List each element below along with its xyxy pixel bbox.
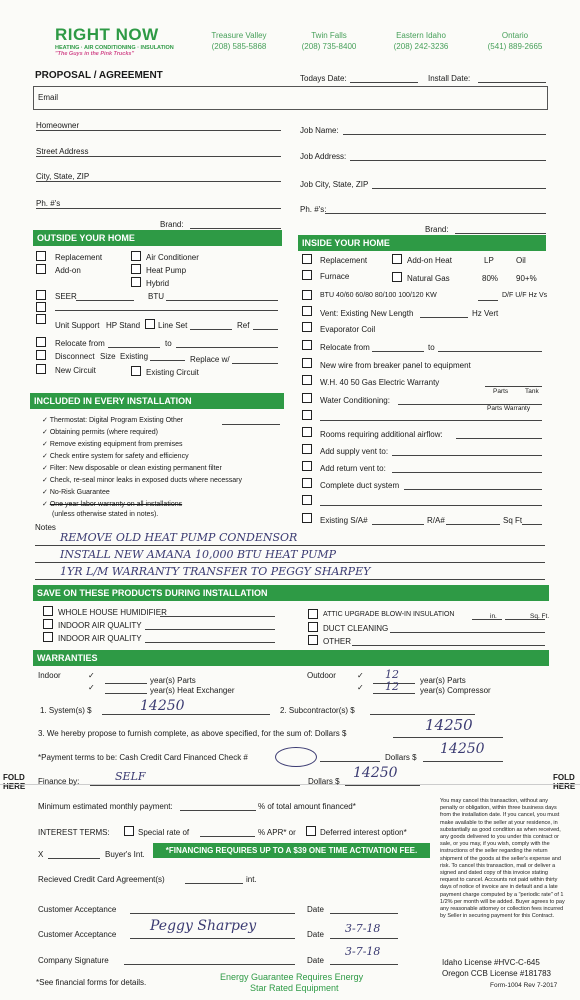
replace-w-label: Replace w/ — [190, 355, 230, 364]
hp-stand-checkbox[interactable] — [145, 319, 155, 329]
attic-checkbox[interactable] — [308, 609, 318, 619]
size-label: Size — [100, 352, 116, 361]
existing-sa-field[interactable] — [372, 524, 424, 525]
return-vent-label: Add return vent to: — [320, 464, 386, 473]
special-rate-label: Special rate of — [138, 828, 190, 837]
disconnect-label: Disconnect — [55, 352, 95, 361]
existing-sa-label: Existing S/A# — [320, 516, 368, 525]
finance-dollars-field[interactable] — [345, 785, 420, 786]
min-payment-field[interactable] — [180, 810, 256, 811]
other-field[interactable] — [352, 645, 545, 646]
natural-gas-checkbox[interactable] — [392, 272, 402, 282]
save-header: SAVE ON THESE PRODUCTS DURING INSTALLATION — [33, 585, 549, 601]
relocate-checkbox[interactable] — [36, 337, 46, 347]
install-date-label: Install Date: — [428, 74, 471, 83]
duct-system-label: Complete duct system — [320, 481, 400, 490]
oil-label: Oil — [516, 256, 526, 265]
included-item-6: ✓ Check, re-seal minor leaks in exposed ducts where necessary — [42, 477, 243, 484]
wh-parts-label: Parts — [493, 388, 509, 395]
outside-header: OUTSIDE YOUR HOME — [33, 230, 282, 246]
received-cc-field[interactable] — [185, 883, 243, 884]
customer-signature: Peggy Sharpey — [150, 918, 257, 934]
outdoor-comp-field[interactable] — [373, 693, 415, 694]
indoor-parts-field[interactable] — [105, 683, 147, 684]
propose-label: 3. We hereby propose to furnish complete, as above specified, for the sum of: Dollars $ — [38, 729, 347, 738]
inside-relocate-to: to — [428, 343, 435, 352]
buyers-int-label: Buyer's Int. — [105, 850, 145, 859]
addon-heat-checkbox[interactable] — [392, 254, 402, 264]
office-twin-falls: Twin Falls (208) 735-8400 — [301, 31, 357, 51]
pct80-label: 80% — [482, 274, 499, 283]
email-label: Email — [38, 93, 59, 102]
included-item-1: ✓ Thermostat: Digital Program Existing Other — [42, 417, 184, 424]
return-vent-field[interactable] — [392, 472, 542, 473]
todays-date-field[interactable] — [350, 82, 418, 83]
idaho-license: Idaho License #HVC-C-645 — [442, 958, 540, 967]
replace-w-field[interactable] — [232, 363, 278, 364]
wh-checkbox[interactable] — [302, 375, 312, 385]
phone-field[interactable] — [36, 208, 281, 209]
date-field-2[interactable] — [330, 938, 398, 939]
water-cond-label: Water Conditioning: — [320, 396, 390, 405]
included-item-9: (unless otherwise stated in notes). — [52, 511, 159, 518]
attic-in-label: in. — [490, 613, 497, 620]
office-ontario: Ontario (541) 889-2665 — [487, 31, 543, 51]
sqft-label: Sq Ft — [503, 516, 523, 525]
furnace-checkbox[interactable] — [302, 270, 312, 280]
iaq-label-1: INDOOR AIR QUALITY — [58, 621, 142, 630]
notes-line-2[interactable] — [35, 562, 545, 563]
outside-relocate-to: to — [165, 339, 172, 348]
check-number-field[interactable] — [320, 761, 380, 762]
payment-dollars-label: Dollars $ — [385, 753, 417, 762]
outside-addon-checkbox[interactable] — [36, 264, 46, 274]
inside-replacement-label: Replacement — [320, 256, 368, 265]
existing-field[interactable] — [150, 360, 185, 361]
homeowner-field[interactable] — [36, 130, 281, 131]
iaq-checkbox-2[interactable] — [43, 632, 53, 642]
new-wire-label: New wire from breaker panel to equipment — [320, 361, 471, 370]
notes-line-1[interactable] — [35, 545, 545, 546]
notes-line-3[interactable] — [35, 579, 545, 580]
notes-handwritten-2: INSTALL NEW AMANA 10,000 BTU HEAT PUMP — [60, 548, 337, 561]
other-checkbox[interactable] — [308, 635, 318, 645]
new-circuit-checkbox[interactable] — [36, 364, 46, 374]
ra-label: R/A# — [427, 516, 445, 525]
customer-acceptance-field-1[interactable] — [130, 913, 295, 914]
subcontractor-label: 2. Subcontractor(s) $ — [280, 706, 355, 715]
evap-coil-label: Evaporator Coil — [320, 325, 376, 334]
lp-label: LP — [484, 256, 494, 265]
check-amount: 14250 — [440, 741, 485, 757]
unit-support-label: Unit Support — [55, 321, 100, 330]
pct90-label: 90+% — [516, 274, 537, 283]
supply-vent-checkbox[interactable] — [302, 444, 312, 454]
brand-field[interactable] — [190, 228, 281, 229]
outdoor-label: Outdoor — [307, 671, 336, 680]
apr-label: % APR* or — [258, 828, 296, 837]
brand2-field[interactable] — [455, 233, 546, 234]
systems-label: 1. System(s) $ — [40, 706, 92, 715]
parts-warranty-label: Parts Warranty — [487, 405, 531, 412]
thermostat-other-field[interactable] — [222, 424, 280, 425]
existing-circuit-checkbox[interactable] — [131, 366, 141, 376]
logo-services: HEATING · AIR CONDITIONING · INSULATION — [55, 45, 174, 51]
water-cond-checkbox[interactable] — [302, 393, 312, 403]
outdoor-comp-label: year(s) Compressor — [420, 686, 491, 695]
inside-replacement-checkbox[interactable] — [302, 254, 312, 264]
hz-vert-label: Hz Vert — [472, 309, 499, 318]
warranties-header: WARRANTIES — [33, 650, 549, 666]
included-header: INCLUDED IN EVERY INSTALLATION — [30, 393, 284, 409]
job-address-label: Job Address: — [300, 152, 347, 161]
job-phone-label: Ph. #'s: — [300, 205, 327, 214]
outside-relocate-label: Relocate from — [55, 339, 105, 348]
included-item-5: ✓ Filter: New disposable or clean existing permanent filter — [42, 465, 222, 472]
customer-acceptance-label-2: Customer Acceptance — [38, 930, 117, 939]
seer-checkbox[interactable] — [36, 290, 46, 300]
air-conditioner-label: Air Conditioner — [146, 253, 199, 262]
job-name-label: Job Name: — [300, 126, 339, 135]
heat-pump-checkbox[interactable] — [131, 264, 141, 274]
street-label: Street Address — [36, 147, 89, 156]
inside-blank-line[interactable] — [320, 420, 542, 421]
heat-pump-label: Heat Pump — [146, 266, 187, 275]
duct-cleaning-checkbox[interactable] — [308, 622, 318, 632]
existing-label: Existing — [120, 352, 149, 361]
office-eastern-idaho: Eastern Idaho (208) 242-3236 — [393, 31, 449, 51]
see-financial-note: *See financial forms for details. — [36, 978, 147, 987]
outside-blank-line-1[interactable] — [55, 310, 278, 311]
seer-field[interactable] — [76, 300, 134, 301]
kw-field[interactable] — [478, 300, 498, 301]
notes-handwritten-3: 1YR L/M WARRANTY TRANSFER TO PEGGY SHARPEY — [60, 565, 371, 578]
outdoor-comp-value: 12 — [385, 680, 399, 693]
attic-label: ATTIC UPGRADE BLOW-IN INSULATION — [323, 611, 455, 618]
duct-system-checkbox[interactable] — [302, 478, 312, 488]
payment-dollars-field[interactable] — [423, 761, 503, 762]
included-item-7: ✓ No-Risk Guarantee — [42, 489, 110, 496]
notes-label: Notes — [35, 523, 56, 532]
attic-in-field[interactable] — [472, 619, 502, 620]
rooms-field[interactable] — [456, 438, 542, 439]
city-label: City, State, ZIP — [36, 172, 90, 181]
payment-label: *Payment terms to be: Cash Credit Card Financed Check # — [38, 753, 248, 762]
special-rate-checkbox[interactable] — [124, 826, 134, 836]
date-label-2: Date — [307, 930, 324, 939]
inside-btu-label: BTU 40/60 60/80 80/100 100/120 KW — [320, 292, 437, 299]
inside-relocate-from-field[interactable] — [372, 351, 424, 352]
iaq-field-2[interactable] — [145, 642, 275, 643]
date-field-1[interactable] — [330, 913, 398, 914]
vent-label: Vent: Existing New Length — [320, 309, 414, 318]
date-field-3[interactable] — [330, 964, 398, 965]
install-date-field[interactable] — [478, 82, 546, 83]
iaq-checkbox-1[interactable] — [43, 619, 53, 629]
hybrid-label: Hybrid — [146, 279, 170, 288]
notes-handwritten-1: REMOVE OLD HEAT PUMP CONDENSOR — [60, 531, 298, 544]
duct-cleaning-label: DUCT CLEANING — [323, 624, 389, 633]
outdoor-parts-label: year(s) Parts — [420, 676, 466, 685]
ref-label: Ref — [237, 321, 250, 330]
rooms-label: Rooms requiring additional airflow: — [320, 430, 443, 439]
company-signature-field[interactable] — [124, 964, 295, 965]
natural-gas-label: Natural Gas — [407, 274, 450, 283]
indoor-hx-field[interactable] — [105, 693, 147, 694]
doc-title: PROPOSAL / AGREEMENT — [35, 70, 163, 81]
interest-label: INTEREST TERMS: — [38, 828, 110, 837]
indoor-check-2: ✓ — [88, 683, 95, 692]
street-field[interactable] — [36, 156, 281, 157]
inside-blank-checkbox[interactable] — [302, 410, 312, 420]
energy-line-2: Star Rated Equipment — [250, 983, 339, 993]
customer-acceptance-label-1: Customer Acceptance — [38, 905, 117, 914]
finance-dollars-label: Dollars $ — [308, 777, 340, 786]
return-vent-checkbox[interactable] — [302, 461, 312, 471]
systems-field[interactable] — [102, 714, 270, 715]
company-signature-label: Company Signature — [38, 956, 109, 965]
fold-left: FOLD HERE — [3, 773, 26, 791]
company-logo — [55, 25, 174, 57]
inside-header: INSIDE YOUR HOME — [298, 235, 546, 251]
pct-financed-label: % of total amount financed* — [258, 802, 356, 811]
vent-length-field[interactable] — [420, 317, 468, 318]
received-int-label: int. — [246, 875, 257, 884]
indoor-hx-label: year(s) Heat Exchanger — [150, 686, 235, 695]
btu-label: BTU — [148, 292, 164, 301]
outside-blank-checkbox-2[interactable] — [36, 314, 46, 324]
fold-right: FOLD HERE — [553, 773, 576, 791]
inside-relocate-to-field[interactable] — [438, 351, 542, 352]
subcontractor-field[interactable] — [370, 714, 475, 715]
inside-blank-checkbox-2[interactable] — [302, 495, 312, 505]
outdoor-check-1: ✓ — [357, 671, 364, 680]
seer-label: SEER — [55, 292, 77, 301]
wh-warranty-field[interactable] — [485, 386, 542, 387]
job-city-label: Job City, State, ZIP — [300, 180, 369, 189]
included-item-4: ✓ Check entire system for safety and efficiency — [42, 453, 189, 460]
deferred-checkbox[interactable] — [306, 826, 316, 836]
attic-sqft-label: Sq. Ft. — [530, 613, 550, 620]
outside-replacement-checkbox[interactable] — [36, 251, 46, 261]
sqft-field[interactable] — [522, 524, 542, 525]
wh-label: W.H. 40 50 Gas Electric Warranty — [320, 378, 440, 387]
oregon-license: Oregon CCB License #181783 — [442, 969, 551, 978]
energy-line-1: Energy Guarantee Requires Energy — [220, 972, 364, 982]
min-payment-label: Minimum estimated monthly payment: — [38, 802, 173, 811]
office-treasure-valley: Treasure Valley (208) 585-5868 — [211, 31, 267, 51]
duct-cleaning-field[interactable] — [390, 632, 545, 633]
cancellation-fine-print: You may cancel this transaction, without any penalty or obligation, within three business days from the installation date. If you cancel, you must make available to the seller at your residence, in substantially as good condition as when received, any goods delivered to you under this contract or sale, or you may, if you wish, comply with the instructions of the seller regarding the return shipment of the goods at the seller's expense and risk. To cancel this transaction, mail or deliver a signed and dated copy of this invoice stating request to cancel. Accounts not paid within thirty days of notice of invoice are in default and a late payment charge computed by a "periodic rate" of 1 1/2% per month will be added. Buyer agrees to pay any reasonable attorney or collection fees incurred by Seller in securing payment for this Contract. — [440, 798, 565, 920]
new-circuit-label: New Circuit — [55, 366, 96, 375]
existing-circuit-label: Existing Circuit — [146, 368, 199, 377]
humidifier-checkbox[interactable] — [43, 606, 53, 616]
buyers-int-field[interactable] — [48, 858, 100, 859]
evap-coil-checkbox[interactable] — [302, 322, 312, 332]
outside-replacement-label: Replacement — [55, 253, 103, 262]
outside-blank-checkbox-1[interactable] — [36, 302, 46, 312]
included-item-2: ✓ Obtaining permits (where required) — [42, 429, 158, 436]
btu-field[interactable] — [166, 300, 278, 301]
finance-by-field[interactable] — [90, 785, 300, 786]
city-field[interactable] — [36, 181, 281, 182]
todays-date-label: Todays Date: — [300, 74, 347, 83]
outdoor-parts-value: 12 — [385, 668, 399, 681]
job-address-field[interactable] — [350, 160, 546, 161]
special-rate-field[interactable] — [200, 836, 255, 837]
date-label-1: Date — [307, 905, 324, 914]
finance-by-value: SELF — [115, 770, 146, 783]
inside-blank-line-2[interactable] — [320, 505, 542, 506]
new-wire-checkbox[interactable] — [302, 358, 312, 368]
hp-stand-label: HP Stand — [106, 321, 141, 330]
wh-tank-label: Tank — [525, 388, 539, 395]
flow-label: D/F U/F Hz Vs — [502, 292, 548, 299]
line-set-field[interactable] — [190, 329, 232, 330]
job-name-field[interactable] — [343, 134, 546, 135]
indoor-parts-label: year(s) Parts — [150, 676, 196, 685]
humidifier-label: WHOLE HOUSE HUMIDIFIER — [58, 608, 167, 617]
phone-label: Ph. #'s — [36, 199, 61, 208]
existing-sa-checkbox[interactable] — [302, 513, 312, 523]
indoor-label: Indoor — [38, 671, 61, 680]
inside-relocate-label: Relocate from — [320, 343, 370, 352]
supply-vent-field[interactable] — [392, 455, 542, 456]
received-cc-label: Recieved Credit Card Agreement(s) — [38, 875, 165, 884]
sum-amount: 14250 — [425, 716, 473, 734]
logo-name: RIGHT NOW — [55, 25, 159, 44]
homeowner-label: Homeowner — [36, 121, 80, 130]
other-label: OTHER — [323, 637, 351, 646]
addon-heat-label: Add-on Heat — [407, 256, 452, 265]
date-label-3: Date — [307, 956, 324, 965]
inside-btu-checkbox[interactable] — [302, 290, 312, 300]
customer-acceptance-field-2[interactable] — [130, 938, 295, 939]
disconnect-checkbox[interactable] — [36, 350, 46, 360]
email-row — [33, 86, 548, 110]
iaq-label-2: INDOOR AIR QUALITY — [58, 634, 142, 643]
inside-relocate-checkbox[interactable] — [302, 340, 312, 350]
hybrid-checkbox[interactable] — [131, 277, 141, 287]
included-item-8: ✓ One year labor warranty on all installations — [42, 501, 183, 508]
air-conditioner-checkbox[interactable] — [131, 251, 141, 261]
brand-label: Brand: — [160, 220, 184, 229]
duct-system-field[interactable] — [404, 489, 542, 490]
iaq-field-1[interactable] — [145, 629, 275, 630]
included-item-3: ✓ Remove existing equipment from premises — [42, 441, 183, 448]
systems-amount: 14250 — [140, 698, 185, 714]
ref-field[interactable] — [253, 329, 278, 330]
outside-relocate-to-field[interactable] — [176, 347, 278, 348]
furnace-label: Furnace — [320, 272, 350, 281]
financing-fee-bar: *FINANCING REQUIRES UP TO A $39 ONE TIME ACTIVATION FEE. — [153, 843, 430, 858]
form-number: Form-1004 Rev 7-2017 — [490, 982, 558, 989]
outside-relocate-from-field[interactable] — [108, 347, 160, 348]
deferred-label: Deferred interest option* — [320, 828, 407, 837]
outside-addon-label: Add-on — [55, 266, 81, 275]
humidifier-field[interactable] — [160, 616, 275, 617]
line-set-label: Line Set — [158, 321, 188, 330]
date-value-3: 3-7-18 — [345, 945, 381, 958]
x-label: X — [38, 850, 44, 859]
vent-checkbox[interactable] — [302, 306, 312, 316]
ra-field[interactable] — [446, 524, 500, 525]
brand2-label: Brand: — [425, 225, 449, 234]
indoor-check-1: ✓ — [88, 671, 95, 680]
job-city-field[interactable] — [372, 188, 546, 189]
logo-tagline: "The Guys in the Pink Trucks" — [55, 51, 135, 57]
rooms-checkbox[interactable] — [302, 427, 312, 437]
date-value-2: 3-7-18 — [345, 922, 381, 935]
outdoor-check-2: ✓ — [357, 683, 364, 692]
check-circle — [275, 747, 317, 767]
finance-amount: 14250 — [353, 765, 398, 781]
job-phone-field[interactable] — [325, 213, 546, 214]
propose-field[interactable] — [393, 737, 503, 738]
supply-vent-label: Add supply vent to: — [320, 447, 389, 456]
finance-by-label: Finance by: — [38, 777, 80, 786]
